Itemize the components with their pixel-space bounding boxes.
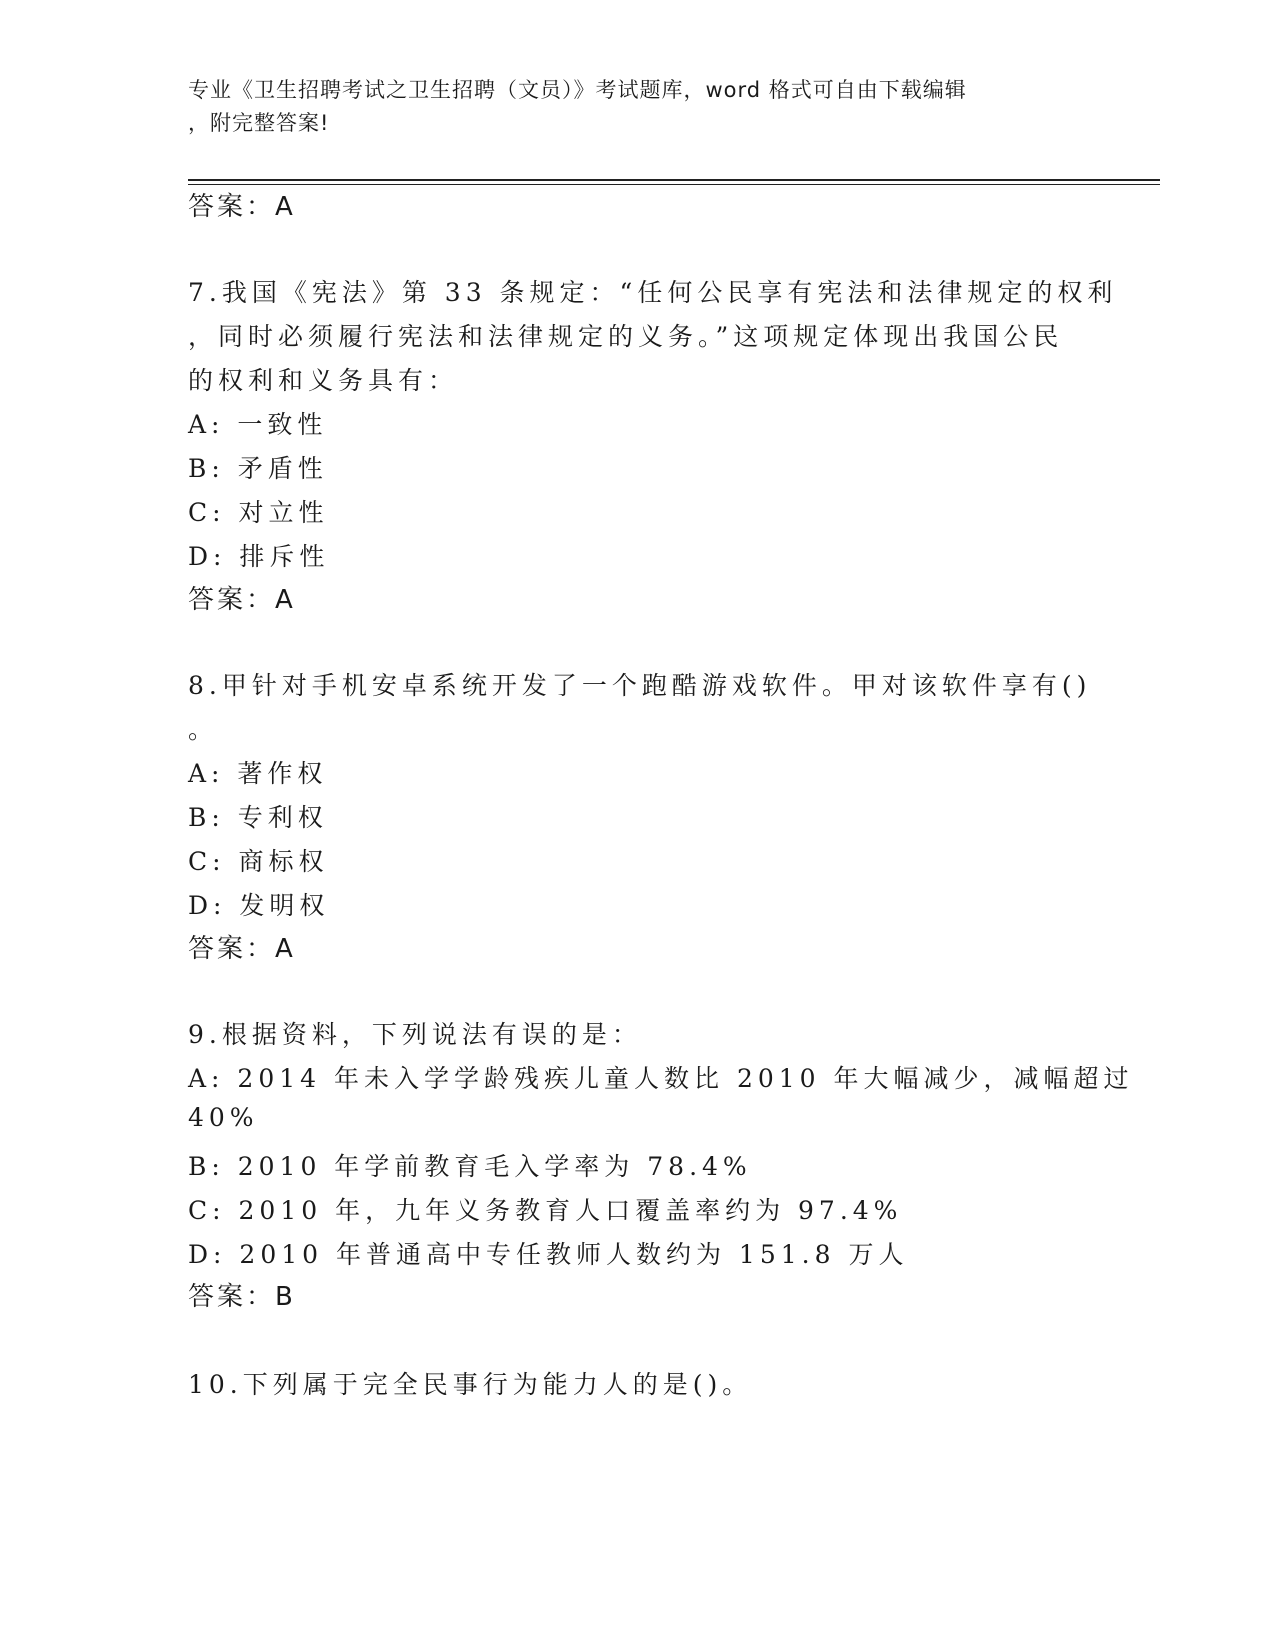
document-header [188,74,1068,140]
q8-option-b: B: 专利权 [188,803,328,832]
q7-option-c: C: 对立性 [188,498,329,527]
q7-option-b: B: 矛盾性 [188,454,328,483]
q8-option-c: C: 商标权 [188,847,329,876]
q7-stem-line-1: 7.我国《宪法》第 33 条规定：“任何公民享有宪法和法律规定的权利 [188,278,1118,307]
q8-stem-line-1: 8.甲针对手机安卓系统开发了一个跑酷游戏软件。甲对该软件享有() [188,671,1092,700]
q7-option-a: A: 一致性 [188,410,328,439]
q8-option-d: D: 发明权 [188,891,330,920]
q9-stem-line-1: 9.根据资料，下列说法有误的是： [188,1020,642,1049]
q8-option-a: A: 著作权 [188,759,328,788]
q7-stem-line-2: ，同时必须履行宪法和法律规定的义务。”这项规定体现出我国公民 [188,322,1064,351]
q8-stem-line-2: 。 [188,715,219,744]
q9-option-a: A: 2014 年未入学学龄残疾儿童人数比 2010 年大幅减少，减幅超过 [188,1064,1134,1093]
q10-stem-line-1: 10.下列属于完全民事行为能力人的是()。 [188,1370,753,1399]
q7-option-d: D: 排斥性 [188,542,330,571]
header-divider-thick [188,179,1160,181]
answer-q9: 答案：B [188,1282,296,1312]
header-line-2: ，附完整答案! [188,111,330,135]
answer-q6: 答案：A [188,192,296,222]
q9-option-c: C: 2010 年，九年义务教育人口覆盖率约为 97.4% [188,1196,903,1225]
answer-q8: 答案：A [188,934,296,964]
q9-option-a-cont: 40% [188,1103,259,1132]
q7-stem-line-3: 的权利和义务具有： [188,366,459,395]
q9-option-b: B: 2010 年学前教育毛入学率为 78.4% [188,1152,752,1181]
header-line-1: 专业《卫生招聘考试之卫生招聘（文员）》考试题库，word 格式可自由下载编辑 [188,78,967,102]
header-divider-thin [188,184,1160,185]
answer-q7: 答案：A [188,585,296,615]
q9-option-d: D: 2010 年普通高中专任教师人数约为 151.8 万人 [188,1240,909,1269]
